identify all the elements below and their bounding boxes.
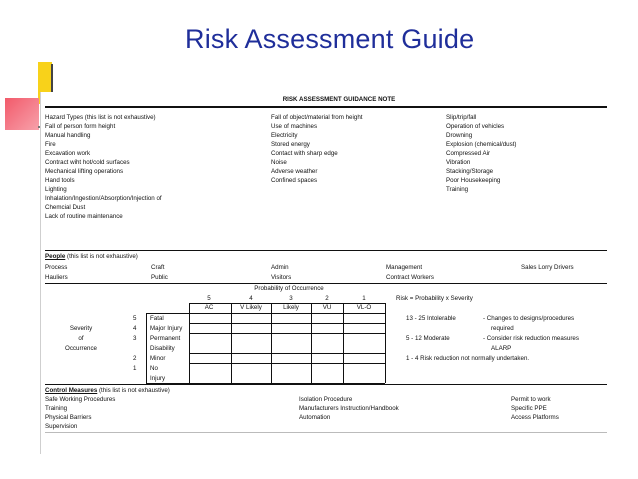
prob-label: Likely: [283, 304, 299, 311]
matrix-rule: [146, 313, 147, 383]
hazard-item: Poor Housekeeping: [446, 177, 501, 184]
matrix-rule: [189, 333, 385, 334]
sev-label: Disability: [150, 345, 175, 352]
prob-label: AC: [204, 304, 214, 311]
hazard-item: Explosion (chemical/dust): [446, 141, 517, 148]
severity-label: Severity: [69, 325, 93, 332]
severity-label: Occurrence: [65, 345, 97, 352]
people-item: Hauliers: [45, 274, 68, 281]
prob-number: 2: [325, 295, 329, 302]
section-rule: [45, 384, 607, 385]
sev-number: 3: [133, 335, 137, 342]
section-rule: [45, 250, 607, 251]
hazard-item: Operation of vehicles: [446, 123, 505, 130]
matrix-rule: [385, 303, 386, 383]
people-item: Process: [45, 264, 68, 271]
prob-number: 1: [362, 295, 366, 302]
matrix-rule: [189, 353, 385, 354]
risk-formula: [396, 294, 473, 303]
people-item: Contract Workers: [386, 274, 435, 281]
prob-number: 3: [289, 295, 293, 302]
guidance-sheet: [40, 92, 607, 454]
hazard-item: Chemcial Dust: [45, 204, 86, 211]
risk-formula-text: Risk = Probability x Severity: [396, 295, 473, 302]
control-item: Supervision: [45, 423, 78, 430]
band-action: - Changes to designs/procedures: [483, 315, 575, 322]
control-item: Isolation Procedure: [299, 396, 353, 403]
hazard-item: Vibration: [446, 159, 471, 166]
heading-rule: [45, 106, 607, 108]
sev-number: 1: [133, 365, 137, 372]
hazard-item: Confined spaces: [271, 177, 318, 184]
hazard-item: Adverse weather: [271, 168, 318, 175]
prob-label: VU: [322, 304, 332, 311]
severity-label: of: [78, 335, 84, 342]
sev-label: Fatal: [150, 315, 164, 322]
control-item: Physical Barriers: [45, 414, 92, 421]
hazard-item: Inhalation/Ingestion/Absorption/Injection of: [45, 195, 162, 202]
hazard-item: Stored energy: [271, 141, 310, 148]
hazard-item: Training: [446, 186, 469, 193]
band-range: 5 - 12 Moderate: [406, 335, 450, 342]
people-item: Craft: [151, 264, 165, 271]
hazard-item: Manual handling: [45, 132, 91, 139]
people-note: (this list is not exhaustive): [67, 253, 138, 260]
sev-number: 4: [133, 325, 137, 332]
people-item: Management: [386, 264, 423, 271]
sev-label: Minor: [150, 355, 166, 362]
hazard-item: Lighting: [45, 186, 67, 193]
prob-label: VL-O: [356, 304, 372, 311]
band-range: 13 - 25 Intolerable: [406, 315, 456, 322]
sev-label: Major Injury: [150, 325, 183, 332]
control-item: Safe Working Procedures: [45, 396, 116, 403]
sev-number: 5: [133, 315, 137, 322]
matrix-rule: [189, 363, 385, 364]
hazard-item: Stacking/Storage: [446, 168, 494, 175]
hazards-title: Hazard Types (this list is not exhaustive): [45, 114, 156, 121]
prob-number: 5: [207, 295, 211, 302]
people-item: Sales Lorry Drivers: [521, 264, 574, 271]
people-heading: [45, 252, 138, 261]
control-item: Access Platforms: [511, 414, 559, 421]
controls-title: Control Measures: [45, 387, 98, 394]
people-item: Visitors: [271, 274, 292, 281]
hazard-item: Compressed Air: [446, 150, 491, 157]
people-title: People: [45, 253, 66, 260]
sev-label: Permanent: [150, 335, 181, 342]
sev-number: 2: [133, 355, 137, 362]
people-item: Admin: [271, 264, 289, 271]
hazard-item: Noise: [271, 159, 287, 166]
prob-number: 4: [249, 295, 253, 302]
probability-title: Probability of Occurrence: [254, 285, 324, 292]
hazard-item: Drowning: [446, 132, 473, 139]
hazard-item: Slip/trip/fall: [446, 114, 477, 121]
matrix-rule: [146, 313, 385, 314]
control-item: Manufacturers Instruction/Handbook: [299, 405, 399, 412]
hazard-item: Contract wiht hot/cold surfaces: [45, 159, 130, 166]
people-item: Public: [151, 274, 168, 281]
matrix-rule: [311, 303, 312, 383]
sheet-heading: RISK ASSESSMENT GUIDANCE NOTE: [282, 96, 396, 103]
control-item: Permit to work: [511, 396, 551, 403]
control-item: Specific PPE: [511, 405, 547, 412]
hazard-item: Use of machines: [271, 123, 318, 130]
bottom-rule: [45, 432, 607, 433]
controls-note: (this list is not exhaustive): [99, 387, 170, 394]
control-item: Training: [45, 405, 68, 412]
matrix-rule: [231, 303, 232, 383]
slide-title: Risk Assessment Guide: [185, 24, 475, 54]
prob-label: V Likely: [240, 304, 262, 311]
hazard-item: Contact with sharp edge: [271, 150, 338, 157]
hazard-item: Fall of person form height: [45, 123, 116, 130]
hazard-item: Mechanical lifting operations: [45, 168, 124, 175]
sev-label: Injury: [150, 375, 166, 382]
controls-heading: [45, 386, 170, 395]
band-action: ALARP: [491, 345, 512, 352]
hazard-item: Fall of object/material from height: [271, 114, 363, 121]
low-band: 1 - 4 Risk reduction not normally undertaken.: [406, 355, 530, 362]
decor-pink-square: [5, 98, 39, 130]
hazard-item: Fire: [45, 141, 56, 148]
control-item: Automation: [299, 414, 331, 421]
band-action: - Consider risk reduction measures: [483, 335, 579, 342]
matrix-rule: [271, 303, 272, 383]
hazard-item: Hand tools: [45, 177, 75, 184]
hazard-item: Electricity: [271, 132, 298, 139]
matrix-rule: [189, 303, 190, 383]
band-action: required: [491, 325, 514, 332]
matrix-rule: [343, 303, 344, 383]
matrix-rule: [189, 323, 385, 324]
hazard-item: Lack of routine maintenance: [45, 213, 123, 220]
sev-label: No: [150, 365, 158, 372]
hazard-item: Excavation work: [45, 150, 91, 157]
